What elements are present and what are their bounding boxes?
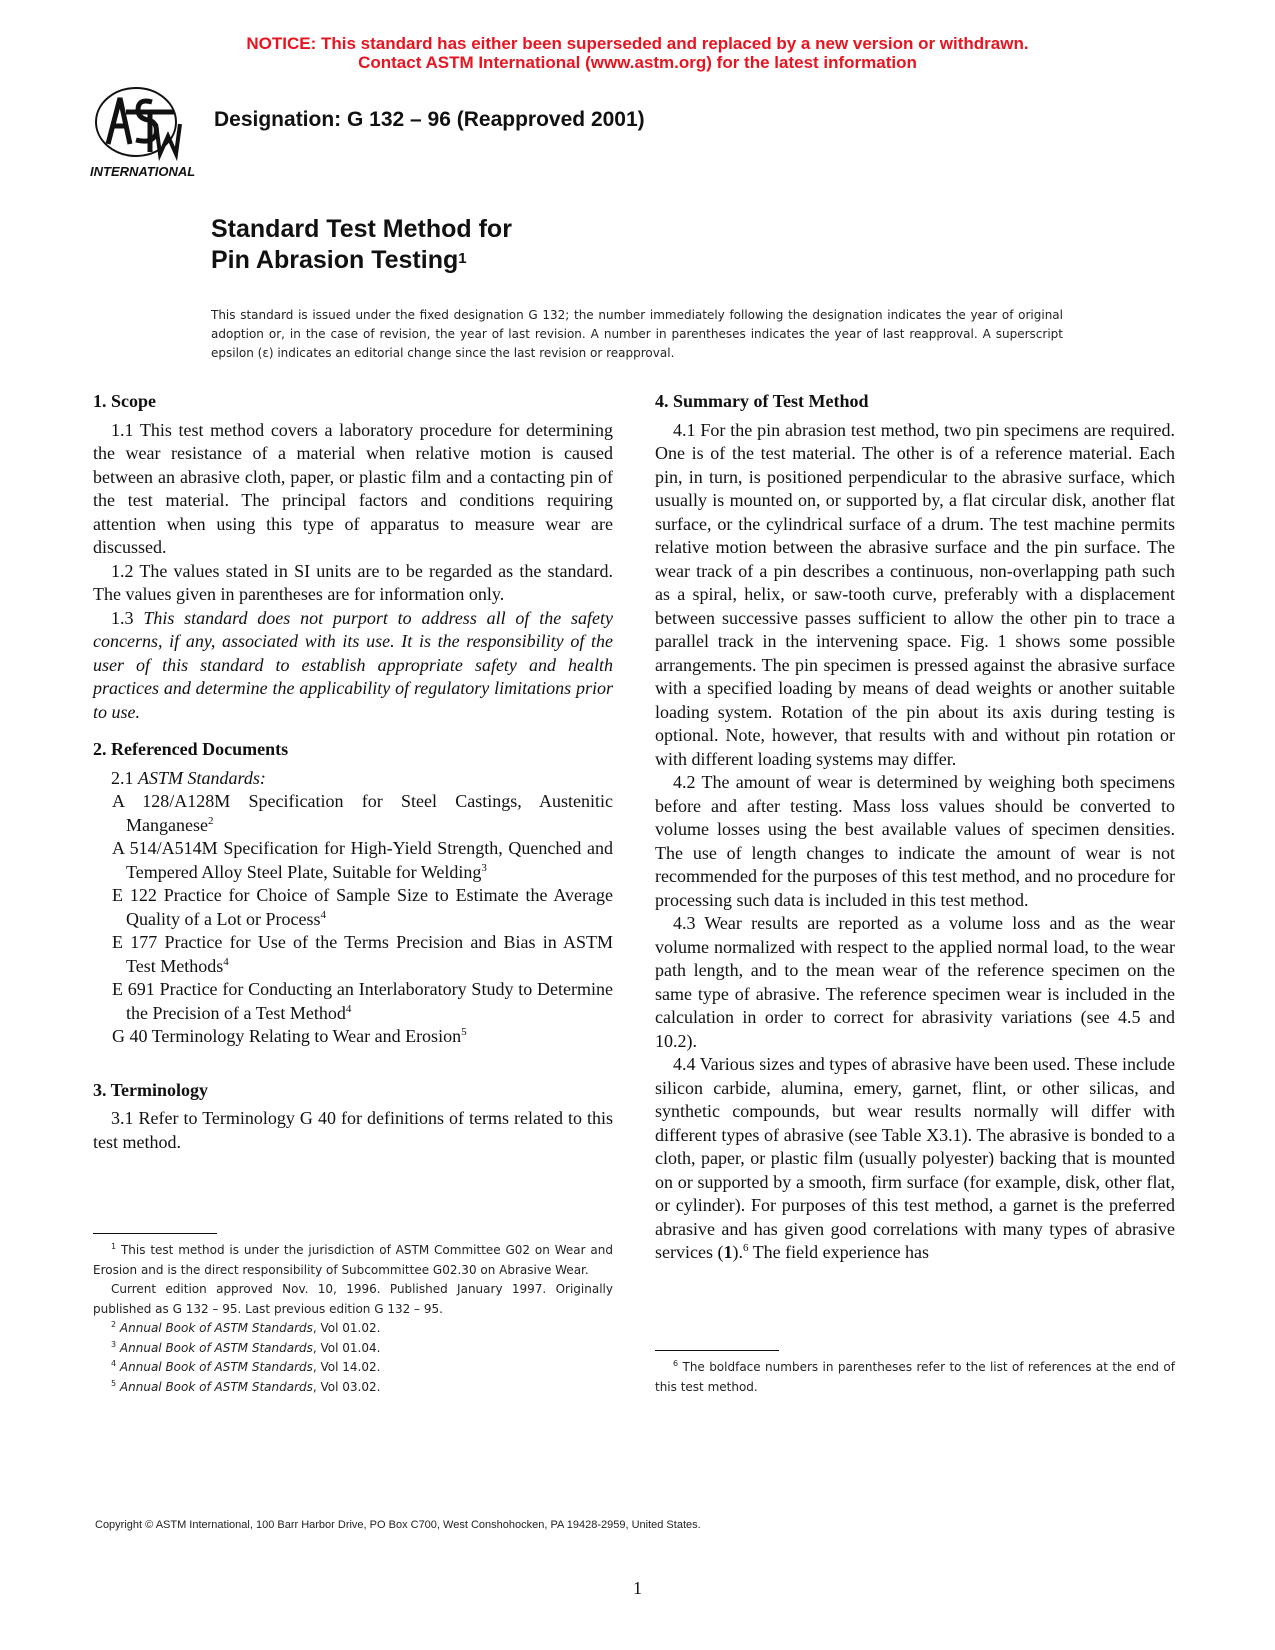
section-heading: 2. Referenced Documents — [93, 739, 289, 759]
copyright: Copyright © ASTM International, 100 Barr Harbor Drive, PO Box C700, West Conshohocken, PA 19428-2959, United States. — [95, 1519, 701, 1531]
page-number: 1 — [633, 1578, 642, 1598]
logo-subtext: INTERNATIONAL — [90, 164, 196, 179]
notice-banner — [0, 34, 1275, 72]
reference-item: A 128/A128M Specification for Steel Castings, Austenitic Manganese$^2$ — [112, 791, 613, 835]
reference-item: A 514/A514M Specification for High-Yield Strength, Quenched and Tempered Alloy Steel Plate, Suitable for Welding$^3$ — [112, 838, 613, 882]
right-column — [655, 390, 1175, 1279]
paragraph: 4.4 Various sizes and types of abrasive have been used. These include silicon carbide, alumina, emery, garnet, flint, or other silicas, and synthetic compounds, but wear results normally will differ with different types of abrasive (see Table X3.1). The abrasive is bonded to a cloth, paper, or plastic film (usually polyester) backing that is mounted on or supported by a smooth, firm surface (for example, disk, other flat, or cylinder). For purposes of this test method, a garnet is the preferred abrasive and has given good correlations with many types of abrasive services (1).$^6$ The field experience has — [655, 1054, 1175, 1262]
reference-item: G 40 Terminology Relating to Wear and Erosion$^5$ — [112, 1026, 467, 1046]
footnote: $^5$ Annual Book of ASTM Standards, Vol 03.02. — [111, 1378, 381, 1394]
footnote-rule — [93, 1233, 217, 1234]
footnote: $^2$ Annual Book of ASTM Standards, Vol 01.02. — [111, 1320, 381, 1335]
title-line-2: Pin Abrasion Testing$^1$ — [211, 246, 467, 274]
designation: Designation: G 132 – 96 (Reapproved 2001) — [214, 108, 645, 131]
notice-line-1: NOTICE: This standard has either been superseded and replaced by a new version or withdrawn. — [246, 34, 1029, 53]
paragraph: 4.2 The amount of wear is determined by weighing both specimens before and after testing. Mass loss values should be converted to volume losses using the best available values of specimen densities. The use of length changes to indicate the amount of wear is not recommended for the purposes of this test method, and no procedure for processing such data is included in this test method. — [655, 772, 1175, 910]
section-terminology — [93, 1079, 613, 1155]
section-heading: 1. Scope — [93, 391, 156, 411]
footnote: Current edition approved Nov. 10, 1996. Published January 1997. Originally published as G 132 – 95. Last previous edition G 132 – 95. — [93, 1282, 613, 1316]
reference-item: E 177 Practice for Use of the Terms Precision and Bias in ASTM Test Methods$^4$ — [112, 932, 613, 976]
paragraph: 1.2 The values stated in SI units are to be regarded as the standard. The values given in parentheses are for information only. — [93, 560, 613, 604]
subsection: 2.1 ASTM Standards: — [111, 767, 266, 788]
paragraph: 4.1 For the pin abrasion test method, two pin specimens are required. One is of the test material. The other is of a reference material. Each pin, in turn, is positioned perpendicular to the abrasive surface, which usually is mounted on, or supported by, a flat circular disk, another flat surface, or the cylindrical surface of a drum. The test machine permits relative motion between the abrasive surface and the pin surface. The wear track of a pin describes a continuous, non-overlapping path such as a spiral, helix, or saw-tooth curve, preferably with a displacement between successive passes sufficient to allow the other pin to trace a parallel track in the intervening space. Fig. 1 shows some possible arrangements. The pin specimen is pressed against the abrasive surface with a specified loading by means of dead weights or another suitable loading system. Rotation of the pin about its axis during testing is optional. Note, however, that results with and without pin rotation or with different loading systems may differ. — [655, 419, 1175, 769]
footnote-rule — [655, 1350, 779, 1351]
paragraph: 1.3 This standard does not purport to address all of the safety concerns, if any, associated with its use. It is the responsibility of the user of this standard to establish appropriate safety and health practices and determine the applicability of regulatory limitations prior to use. — [93, 607, 614, 722]
footnote: $^1$ This test method is under the jurisdiction of ASTM Committee G02 on Wear and Erosion and is the direct responsibility of Subcommittee G02.30 on Abrasive Wear. — [93, 1242, 613, 1277]
paragraph: 4.3 Wear results are reported as a volume loss and as the wear volume normalized with respect to the applied normal load, to the wear path length, and to the mean wear of the reference specimen on the same type of abrasive. The reference specimen wear is included in the calculation in order to correct for abrasivity variations (see 4.5 and 10.2). — [655, 913, 1175, 1051]
document-title — [211, 214, 512, 276]
astm-logo-icon — [90, 84, 200, 184]
paragraph: 3.1 Refer to Terminology G 40 for definitions of terms related to this test method. — [93, 1108, 613, 1152]
notice-line-2: Contact ASTM International (www.astm.org) for the latest information — [358, 53, 917, 72]
footnote: $^4$ Annual Book of ASTM Standards, Vol 14.02. — [111, 1359, 381, 1374]
section-summary — [655, 390, 1175, 1265]
left-column — [93, 390, 613, 1168]
footnotes-left — [93, 1241, 613, 1397]
section-heading: 4. Summary of Test Method — [655, 391, 869, 411]
footnote: $^3$ Annual Book of ASTM Standards, Vol 01.04. — [111, 1339, 381, 1355]
issue-note: This standard is issued under the fixed designation G 132; the number immediately following the designation indicates the year of original adoption or, in the case of revision, the year of last revision. A number in parentheses indicates the year of last reapproval. A superscript epsilon (ε) indicates an editorial change since the last revision or reapproval. — [211, 308, 1063, 360]
footnote-right — [655, 1358, 1175, 1397]
reference-item: E 122 Practice for Choice of Sample Size to Estimate the Average Quality of a Lot or Process$^4$ — [112, 885, 613, 929]
section-referenced-documents — [93, 738, 613, 1049]
section-heading: 3. Terminology — [93, 1079, 209, 1100]
title-line-1: Standard Test Method for — [211, 215, 512, 243]
footnote: $^6$ The boldface numbers in parentheses refer to the list of references at the end of this test method. — [655, 1359, 1175, 1394]
section-scope — [93, 390, 613, 724]
reference-item: E 691 Practice for Conducting an Interlaboratory Study to Determine the Precision of a Test Method$^4$ — [112, 979, 613, 1023]
paragraph: 1.1 This test method covers a laboratory procedure for determining the wear resistance of a material when relative motion is caused between an abrasive cloth, paper, or plastic film and a contacting pin of the test material. The principal factors and conditions requiring attention when using this type of apparatus to measure wear are discussed. — [93, 419, 613, 557]
